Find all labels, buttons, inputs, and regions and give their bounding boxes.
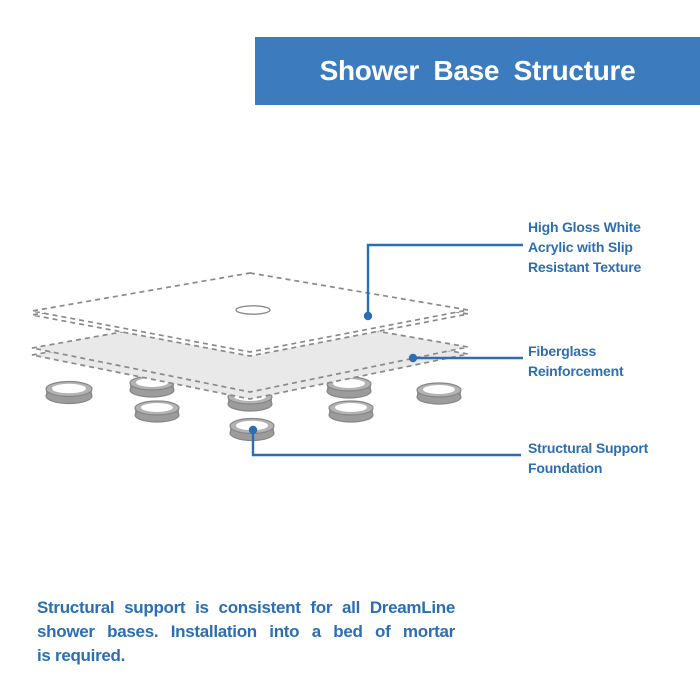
ring-hole [423, 385, 455, 394]
ring-hole [335, 403, 367, 412]
ring-hole [141, 403, 173, 412]
footer-note [37, 596, 455, 668]
callout-dot-acrylic [364, 312, 372, 320]
page-title: Shower Base Structure [319, 55, 636, 86]
callout-dot-fiberglass [409, 354, 417, 362]
drain-hole [236, 306, 270, 314]
ring-hole [52, 384, 86, 394]
label-foundation [528, 438, 658, 478]
label-acrylic-line: High Gloss White [528, 219, 641, 235]
support-ring [417, 383, 461, 404]
label-fiberglass-line: Fiberglass [528, 343, 597, 359]
label-acrylic-line: Acrylic with Slip [528, 239, 633, 255]
label-fiberglass-line: Reinforcement [528, 363, 624, 379]
label-acrylic [528, 217, 658, 277]
label-fiberglass [528, 341, 658, 381]
support-ring [329, 401, 373, 422]
label-foundation-line: Foundation [528, 460, 603, 476]
label-foundation-line: Structural Support [528, 440, 649, 456]
footer-note-line: shower bases. Installation into a bed of mortar [37, 622, 455, 641]
support-ring [135, 401, 179, 422]
label-acrylic-line: Resistant Texture [528, 259, 642, 275]
support-ring [46, 382, 92, 404]
footer-note-line: Structural support is consistent for all DreamLine [37, 598, 455, 617]
callout-line-foundation [253, 430, 521, 455]
callout-dot-foundation [249, 426, 257, 434]
footer-note-line: is required. [37, 646, 126, 665]
